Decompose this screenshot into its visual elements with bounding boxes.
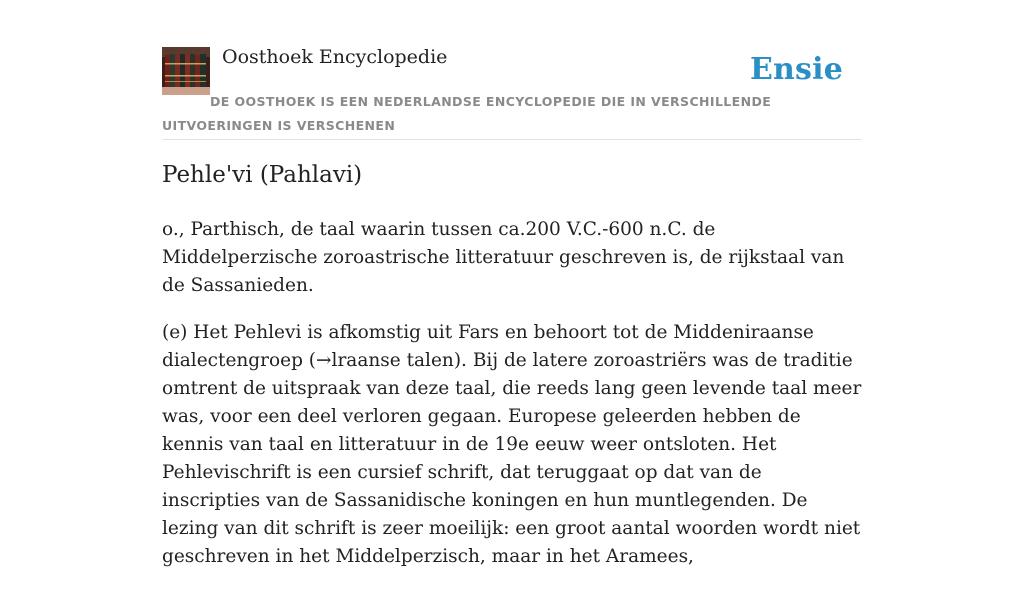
cross-reference-link[interactable]: →lraanse talen xyxy=(316,350,454,371)
article-paragraph-2 xyxy=(162,319,862,571)
site-header xyxy=(162,0,862,140)
ensie-logo[interactable]: Ensie xyxy=(749,52,843,87)
article-paragraph-1: o., Parthisch, de taal waarin tussen ca.200 V.C.-600 n.C. de Middelperzische zoroastrische litteratuur geschreven is, de rijkstaal van de Sassanieden. xyxy=(162,219,845,296)
source-name-link[interactable]: Oosthoek Encyclopedie xyxy=(222,46,448,68)
bookshelf-avatar-icon xyxy=(162,47,210,95)
article-body xyxy=(162,216,862,590)
paragraph-2-text-after: ). Bij de latere zoroastriërs was de traditie omtrent de uitspraak van deze taal, die reeds lang geen levende taal meer was, voor een deel verloren gegaan. Europese geleerden hebben de kennis van taal en litteratuur in de 19e eeuw weer ontsloten. Het Pehlevischrift is een cursief schrift, dat teruggaat op dat van de inscripties van de Sassanidische koningen en hun muntlegenden. De lezing van dit schrift is zeer moeilijk: een groot aantal woorden wordt niet geschreven in het Middelperzisch, maar in het Aramees, xyxy=(162,350,862,567)
source-tagline: DE OOSTHOEK IS EEN NEDERLANDSE ENCYCLOPEDIE DIE IN VERSCHILLENDE UITVOERINGEN IS VERSCHENEN xyxy=(162,94,772,133)
source-avatar[interactable] xyxy=(162,47,210,95)
paragraph-2-text-before: (e) Het Pehlevi is afkomstig uit Fars en behoort tot de Middeniraanse dialectengroep ( xyxy=(162,322,814,371)
page-container xyxy=(162,0,862,567)
article-title: Pehle'vi (Pahlavi) xyxy=(162,162,363,188)
